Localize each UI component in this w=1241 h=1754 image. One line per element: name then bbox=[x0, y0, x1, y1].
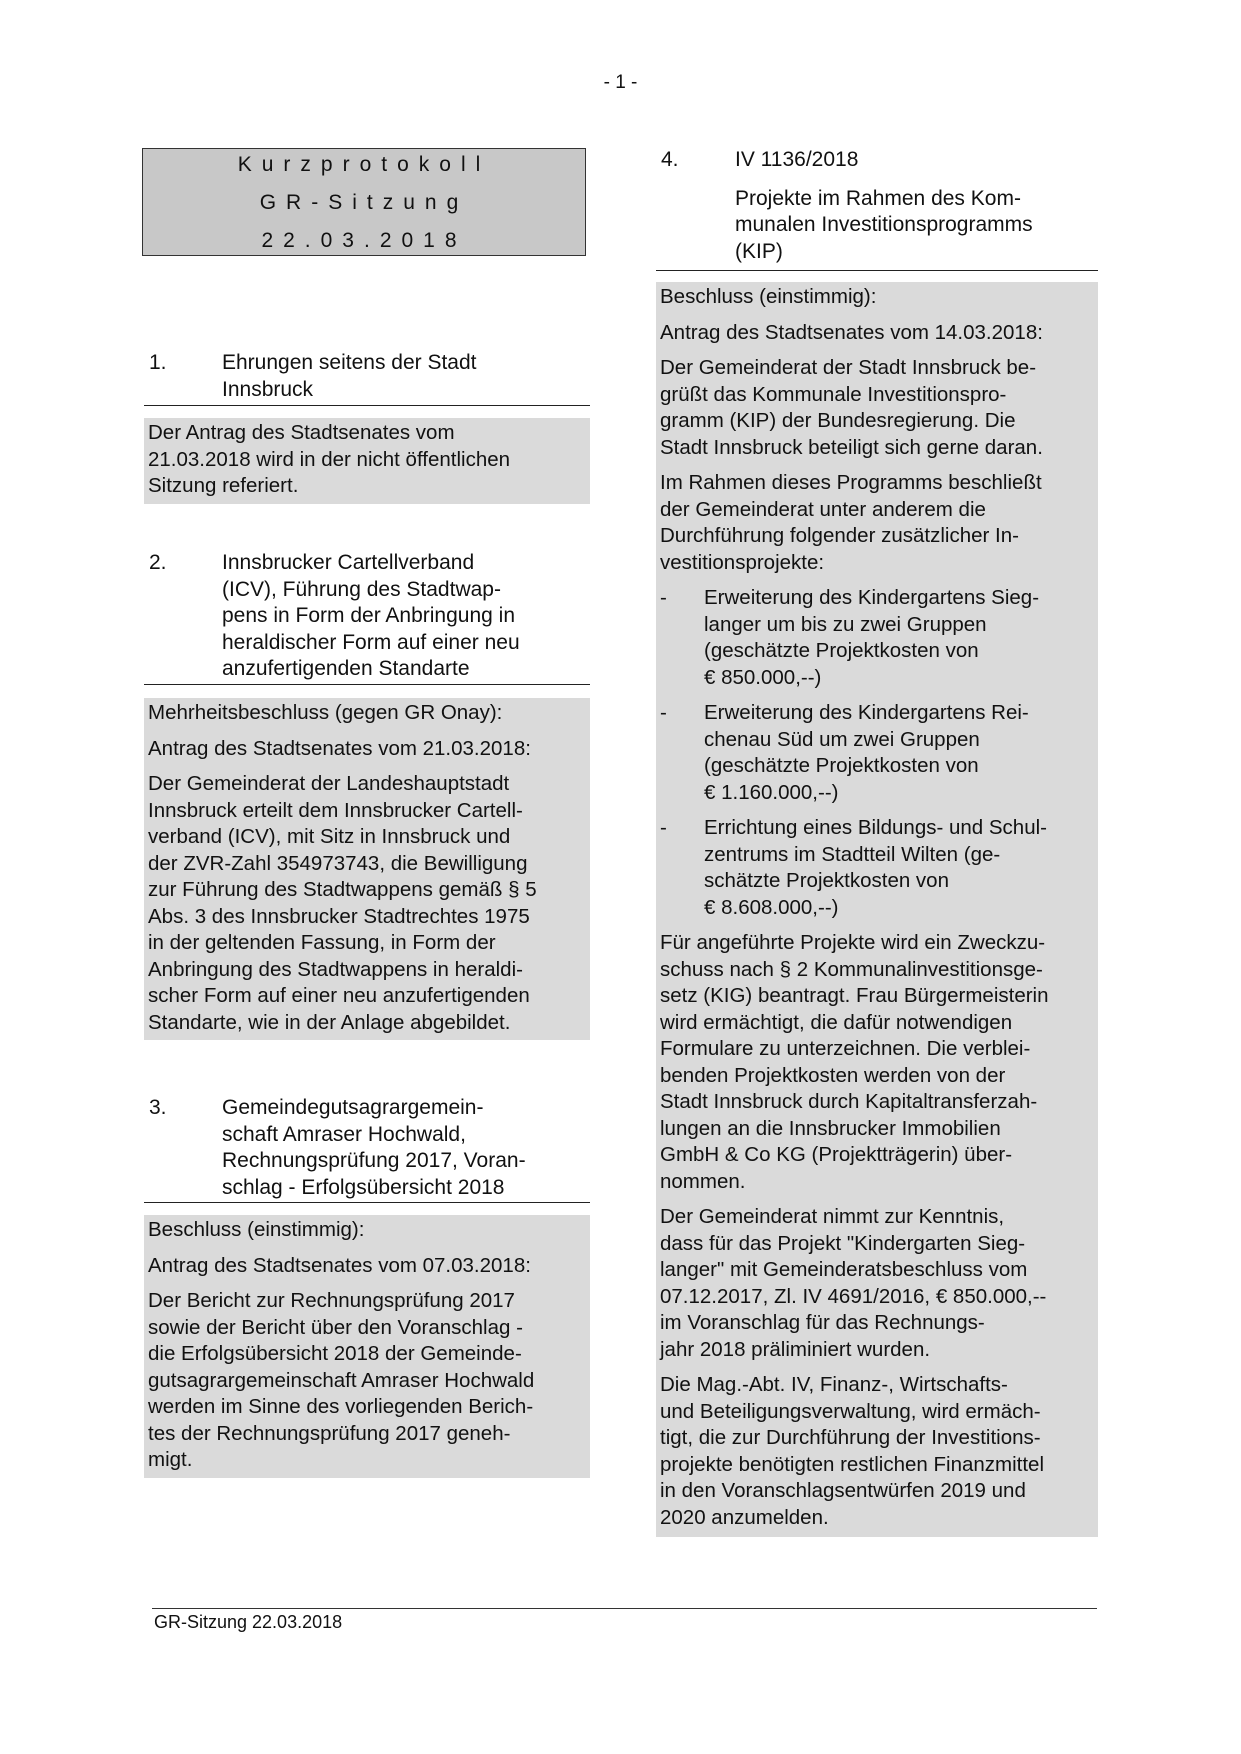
item-title: Ehrungen seitens der Stadt Innsbruck bbox=[222, 351, 477, 401]
paragraph: Der Antrag des Stadtsenates vom 21.03.2018 wird in der nicht öffentlichen Sitzung referiert. bbox=[148, 421, 511, 497]
bullet-dash: - bbox=[660, 701, 667, 724]
footer-divider bbox=[152, 1608, 1097, 1609]
title-line-session: GR-Sitzung bbox=[259, 191, 469, 214]
item-number: 4. bbox=[661, 148, 679, 171]
motion-line: Antrag des Stadtsenates vom 14.03.2018: bbox=[660, 320, 1043, 344]
item-number: 1. bbox=[149, 351, 167, 374]
title-box bbox=[142, 148, 586, 256]
item-2-body bbox=[144, 698, 590, 1040]
item-number: 2. bbox=[149, 551, 167, 574]
motion-line: Antrag des Stadtsenates vom 07.03.2018: bbox=[148, 1253, 531, 1277]
list-item: - Erweiterung des Kindergartens Rei- chenau Süd um zwei Gruppen (geschätzte Projektkosten von € 1.160.000,--) bbox=[660, 701, 1029, 804]
item-title: Innsbrucker Cartellverband (ICV), Führung des Stadtwap- pens in Form der Anbringung in heraldischer Form auf einer neu anzufertigenden Standarte bbox=[222, 551, 520, 680]
paragraph: Der Gemeinderat nimmt zur Kenntnis, dass für das Projekt "Kindergarten Sieg- langer" mit Gemeinderatsbeschluss vom 07.12.2017, Zl. IV 4691/2016, € 850.000,-- im Voranschlag für das Rechnungs- jahr 2018 präliminiert wurden. bbox=[660, 1205, 1047, 1361]
motion-line: Antrag des Stadtsenates vom 21.03.2018: bbox=[148, 736, 531, 760]
item-2-divider bbox=[144, 684, 590, 685]
list-item: - Erweiterung des Kindergartens Sieg- langer um bis zu zwei Gruppen (geschätzte Projektkosten von € 850.000,--) bbox=[660, 586, 1040, 689]
page-number: - 1 - bbox=[603, 72, 638, 93]
title-line-date: 22.03.2018 bbox=[261, 229, 467, 252]
paragraph: Der Gemeinderat der Landeshauptstadt Innsbruck erteilt dem Innsbrucker Cartell- verband (ICV), mit Sitz in Innsbruck und der ZVR-Zahl 354973743, die Bewilligung zur Führung des Stadtwappens gemäß § 5 Abs. 3 des Innsbrucker Stadtrechtes 1975 in der geltenden Fassung, in Form der Anbringung des Stadtwappens in heraldi- scher Form auf einer neu anzufertigenden Standarte, wie in der Anlage abgebildet. bbox=[148, 772, 537, 1034]
paragraph: Die Mag.-Abt. IV, Finanz-, Wirtschafts- und Beteiligungsverwaltung, wird ermäch- tigt, die zur Durchführung der Investitions- projekte benötigten restlichen Finanzmittel in den Voranschlagsentwürfen 2019 und 2020 anzumelden. bbox=[660, 1373, 1045, 1529]
item-reference: IV 1136/2018 bbox=[735, 148, 859, 171]
vote-line: Beschluss (einstimmig): bbox=[148, 1218, 365, 1241]
footer-text: GR-Sitzung 22.03.2018 bbox=[154, 1612, 343, 1632]
title-line-protocol: Kurzprotokoll bbox=[237, 153, 491, 176]
vote-line: Mehrheitsbeschluss (gegen GR Onay): bbox=[148, 701, 503, 724]
item-1-divider bbox=[144, 405, 590, 406]
vote-line: Beschluss (einstimmig): bbox=[660, 285, 877, 308]
item-title: IV 1136/2018 Projekte im Rahmen des Kom- munalen Investitionsprogramms (KIP) bbox=[735, 147, 1105, 265]
item-title: Gemeindegutsagrargemein- schaft Amraser Hochwald, Rechnungsprüfung 2017, Voran- schlag - Erfolgsübersicht 2018 bbox=[222, 1096, 526, 1199]
item-number: 3. bbox=[149, 1096, 167, 1119]
bullet-dash: - bbox=[660, 586, 667, 609]
paragraph: Der Bericht zur Rechnungsprüfung 2017 sowie der Bericht über den Voranschlag - die Erfolgsübersicht 2018 der Gemeinde- gutsagrargemeinschaft Amraser Hochwald werden im Sinne des vorliegenden Berich- tes der Rechnungsprüfung 2017 geneh- migt. bbox=[148, 1289, 535, 1471]
item-4-body bbox=[656, 282, 1098, 1537]
paragraph: Der Gemeinderat der Stadt Innsbruck be- grüßt das Kommunale Investitionspro- gramm (KIP) der Bundesregierung. Die Stadt Innsbruck beteiligt sich gerne daran. bbox=[660, 356, 1043, 459]
paragraph: Für angeführte Projekte wird ein Zweckzu- schuss nach § 2 Kommunalinvestitionsge- setz (KIG) beantragt. Frau Bürgermeisterin wird ermächtigt, die dafür notwendigen Formulare zu unterzeichnen. Die verblei- benden Projektkosten werden von der Stadt Innsbruck durch Kapitaltransferzah- lungen an die Innsbrucker Immobilien GmbH & Co KG (Projektträgerin) über- nommen. bbox=[660, 931, 1049, 1193]
item-1-body bbox=[144, 418, 590, 504]
item-4-divider bbox=[656, 270, 1098, 271]
list-item: - Errichtung eines Bildungs- und Schul- zentrums im Stadtteil Wilten (ge- schätzte Projektkosten von € 8.608.000,--) bbox=[660, 816, 1047, 919]
bullet-dash: - bbox=[660, 816, 667, 839]
paragraph: Im Rahmen dieses Programms beschließt der Gemeinderat unter anderem die Durchführung folgender zusätzlicher In- vestitionsprojekte: bbox=[660, 471, 1042, 574]
item-3-divider bbox=[144, 1202, 590, 1203]
item-3-body bbox=[144, 1215, 590, 1478]
